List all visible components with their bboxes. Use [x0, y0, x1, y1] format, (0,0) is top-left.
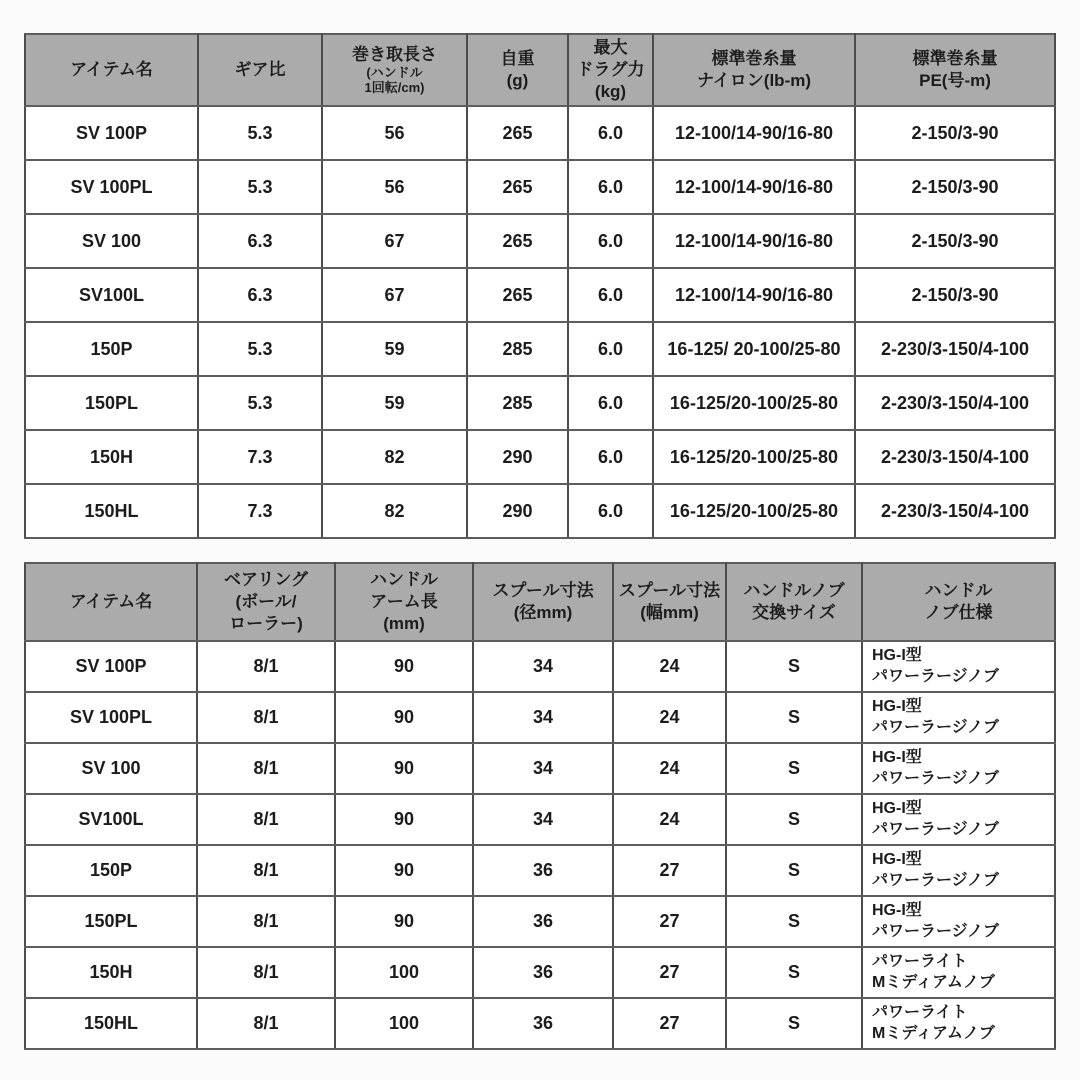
spec-value-cell: 34: [473, 743, 613, 794]
item-name-cell: SV100L: [25, 794, 197, 845]
spec-value-cell: 7.3: [198, 484, 322, 538]
lower-table-head: [25, 563, 1055, 641]
table-row: [25, 692, 1055, 743]
column-header: ギア比: [198, 34, 322, 106]
spec-value-cell: 24: [613, 692, 726, 743]
spec-value-cell: 100: [335, 998, 473, 1049]
spec-value-cell: 6.0: [568, 106, 653, 160]
table-row: [25, 106, 1055, 160]
item-name-cell: SV 100P: [25, 641, 197, 692]
item-name-cell: 150H: [25, 947, 197, 998]
column-header: アイテム名: [25, 563, 197, 641]
column-header: アイテム名: [25, 34, 198, 106]
spec-value-cell: 8/1: [197, 692, 335, 743]
table-row: [25, 641, 1055, 692]
spec-value-cell: 2-230/3-150/4-100: [855, 322, 1055, 376]
spec-value-cell: 90: [335, 794, 473, 845]
item-name-cell: 150HL: [25, 998, 197, 1049]
spec-value-cell: 90: [335, 641, 473, 692]
spec-value-cell: 8/1: [197, 845, 335, 896]
spec-value-cell: 265: [467, 106, 568, 160]
spec-value-cell: 67: [322, 268, 467, 322]
table-row: [25, 845, 1055, 896]
spec-value-cell: 8/1: [197, 641, 335, 692]
spec-value-cell: 36: [473, 845, 613, 896]
table-row: [25, 794, 1055, 845]
spec-value-cell: HG-I型 パワーラージノブ: [862, 794, 1055, 845]
spec-value-cell: S: [726, 845, 862, 896]
reel-spec-table-lower: [24, 562, 1056, 1050]
spec-value-cell: 56: [322, 106, 467, 160]
spec-value-cell: 285: [467, 376, 568, 430]
spec-value-cell: 24: [613, 641, 726, 692]
spec-value-cell: S: [726, 641, 862, 692]
item-name-cell: 150P: [25, 322, 198, 376]
item-name-cell: 150HL: [25, 484, 198, 538]
column-header: 巻き取長さ (ハンドル 1回転/cm): [322, 34, 467, 106]
spec-value-cell: 90: [335, 896, 473, 947]
spec-value-cell: 16-125/20-100/25-80: [653, 430, 855, 484]
column-header: 標準巻糸量 PE(号-m): [855, 34, 1055, 106]
item-name-cell: SV 100P: [25, 106, 198, 160]
item-name-cell: SV 100: [25, 743, 197, 794]
column-header: ハンドル ノブ仕様: [862, 563, 1055, 641]
table-row: [25, 947, 1055, 998]
spec-value-cell: 290: [467, 484, 568, 538]
spec-value-cell: 59: [322, 376, 467, 430]
spec-value-cell: 36: [473, 947, 613, 998]
lower-table-body: [25, 641, 1055, 1049]
item-name-cell: SV 100PL: [25, 160, 198, 214]
spec-value-cell: 290: [467, 430, 568, 484]
spec-value-cell: 5.3: [198, 160, 322, 214]
item-name-cell: 150P: [25, 845, 197, 896]
spec-value-cell: 2-150/3-90: [855, 268, 1055, 322]
spec-value-cell: 12-100/14-90/16-80: [653, 268, 855, 322]
spec-value-cell: 5.3: [198, 322, 322, 376]
spec-value-cell: 6.0: [568, 376, 653, 430]
spec-value-cell: 12-100/14-90/16-80: [653, 106, 855, 160]
column-header: 標準巻糸量 ナイロン(lb-m): [653, 34, 855, 106]
table-row: [25, 268, 1055, 322]
spec-value-cell: 285: [467, 322, 568, 376]
table-row: [25, 896, 1055, 947]
spec-value-cell: HG-I型 パワーラージノブ: [862, 692, 1055, 743]
spec-value-cell: 24: [613, 794, 726, 845]
item-name-cell: SV100L: [25, 268, 198, 322]
spec-value-cell: S: [726, 947, 862, 998]
spec-value-cell: 12-100/14-90/16-80: [653, 214, 855, 268]
spec-value-cell: 24: [613, 743, 726, 794]
spec-value-cell: 2-230/3-150/4-100: [855, 376, 1055, 430]
spec-value-cell: 6.0: [568, 268, 653, 322]
table-row: [25, 430, 1055, 484]
spec-value-cell: 8/1: [197, 998, 335, 1049]
spec-value-cell: 265: [467, 214, 568, 268]
spec-value-cell: 2-150/3-90: [855, 214, 1055, 268]
column-header: スプール寸法 (幅mm): [613, 563, 726, 641]
table-row: [25, 322, 1055, 376]
spec-value-cell: 2-150/3-90: [855, 160, 1055, 214]
spec-value-cell: 59: [322, 322, 467, 376]
spec-value-cell: 6.0: [568, 214, 653, 268]
spec-value-cell: 2-230/3-150/4-100: [855, 430, 1055, 484]
spec-value-cell: 6.0: [568, 430, 653, 484]
spec-value-cell: 265: [467, 160, 568, 214]
spec-value-cell: 7.3: [198, 430, 322, 484]
spec-value-cell: 6.3: [198, 214, 322, 268]
item-name-cell: 150H: [25, 430, 198, 484]
spec-value-cell: 100: [335, 947, 473, 998]
column-header: 最大 ドラグ力 (kg): [568, 34, 653, 106]
spec-value-cell: 34: [473, 794, 613, 845]
upper-table-body: [25, 106, 1055, 538]
spec-value-cell: S: [726, 998, 862, 1049]
upper-table-head: [25, 34, 1055, 106]
spec-value-cell: 6.3: [198, 268, 322, 322]
spec-value-cell: 8/1: [197, 896, 335, 947]
spec-value-cell: 2-230/3-150/4-100: [855, 484, 1055, 538]
spec-value-cell: 27: [613, 845, 726, 896]
spec-value-cell: 6.0: [568, 160, 653, 214]
spec-value-cell: 6.0: [568, 322, 653, 376]
table-row: [25, 376, 1055, 430]
spec-value-cell: HG-I型 パワーラージノブ: [862, 743, 1055, 794]
spec-value-cell: 2-150/3-90: [855, 106, 1055, 160]
item-name-cell: 150PL: [25, 376, 198, 430]
spec-value-cell: S: [726, 692, 862, 743]
item-name-cell: SV 100: [25, 214, 198, 268]
spec-value-cell: S: [726, 743, 862, 794]
spec-value-cell: 36: [473, 998, 613, 1049]
spec-value-cell: 16-125/20-100/25-80: [653, 376, 855, 430]
spec-value-cell: 90: [335, 845, 473, 896]
spec-value-cell: 8/1: [197, 743, 335, 794]
reel-spec-table-upper: [24, 33, 1056, 539]
spec-value-cell: 6.0: [568, 484, 653, 538]
spec-value-cell: HG-I型 パワーラージノブ: [862, 845, 1055, 896]
table-row: [25, 998, 1055, 1049]
table-row: [25, 743, 1055, 794]
spec-value-cell: S: [726, 896, 862, 947]
spec-value-cell: パワーライト Mミディアムノブ: [862, 998, 1055, 1049]
upper-header-row: [25, 34, 1055, 106]
spec-value-cell: HG-I型 パワーラージノブ: [862, 896, 1055, 947]
spec-value-cell: HG-I型 パワーラージノブ: [862, 641, 1055, 692]
table-row: [25, 484, 1055, 538]
column-header: ハンドルノブ 交換サイズ: [726, 563, 862, 641]
spec-value-cell: パワーライト Mミディアムノブ: [862, 947, 1055, 998]
spec-value-cell: 8/1: [197, 947, 335, 998]
item-name-cell: SV 100PL: [25, 692, 197, 743]
spec-value-cell: 27: [613, 896, 726, 947]
spec-value-cell: 265: [467, 268, 568, 322]
spec-value-cell: 34: [473, 641, 613, 692]
spec-value-cell: 36: [473, 896, 613, 947]
spec-value-cell: 5.3: [198, 376, 322, 430]
spec-value-cell: 27: [613, 998, 726, 1049]
column-header: スプール寸法 (径mm): [473, 563, 613, 641]
item-name-cell: 150PL: [25, 896, 197, 947]
spec-value-cell: 27: [613, 947, 726, 998]
table-row: [25, 214, 1055, 268]
spec-value-cell: 16-125/ 20-100/25-80: [653, 322, 855, 376]
spec-value-cell: S: [726, 794, 862, 845]
spec-value-cell: 56: [322, 160, 467, 214]
spec-value-cell: 67: [322, 214, 467, 268]
table-row: [25, 160, 1055, 214]
spec-value-cell: 90: [335, 743, 473, 794]
spec-value-cell: 5.3: [198, 106, 322, 160]
spec-value-cell: 34: [473, 692, 613, 743]
column-header: ベアリング (ボール/ ローラー): [197, 563, 335, 641]
lower-header-row: [25, 563, 1055, 641]
spec-value-cell: 82: [322, 430, 467, 484]
spec-value-cell: 16-125/20-100/25-80: [653, 484, 855, 538]
spec-value-cell: 82: [322, 484, 467, 538]
column-header: 自重 (g): [467, 34, 568, 106]
spec-value-cell: 12-100/14-90/16-80: [653, 160, 855, 214]
spec-value-cell: 8/1: [197, 794, 335, 845]
spec-value-cell: 90: [335, 692, 473, 743]
column-header: ハンドル アーム長 (mm): [335, 563, 473, 641]
